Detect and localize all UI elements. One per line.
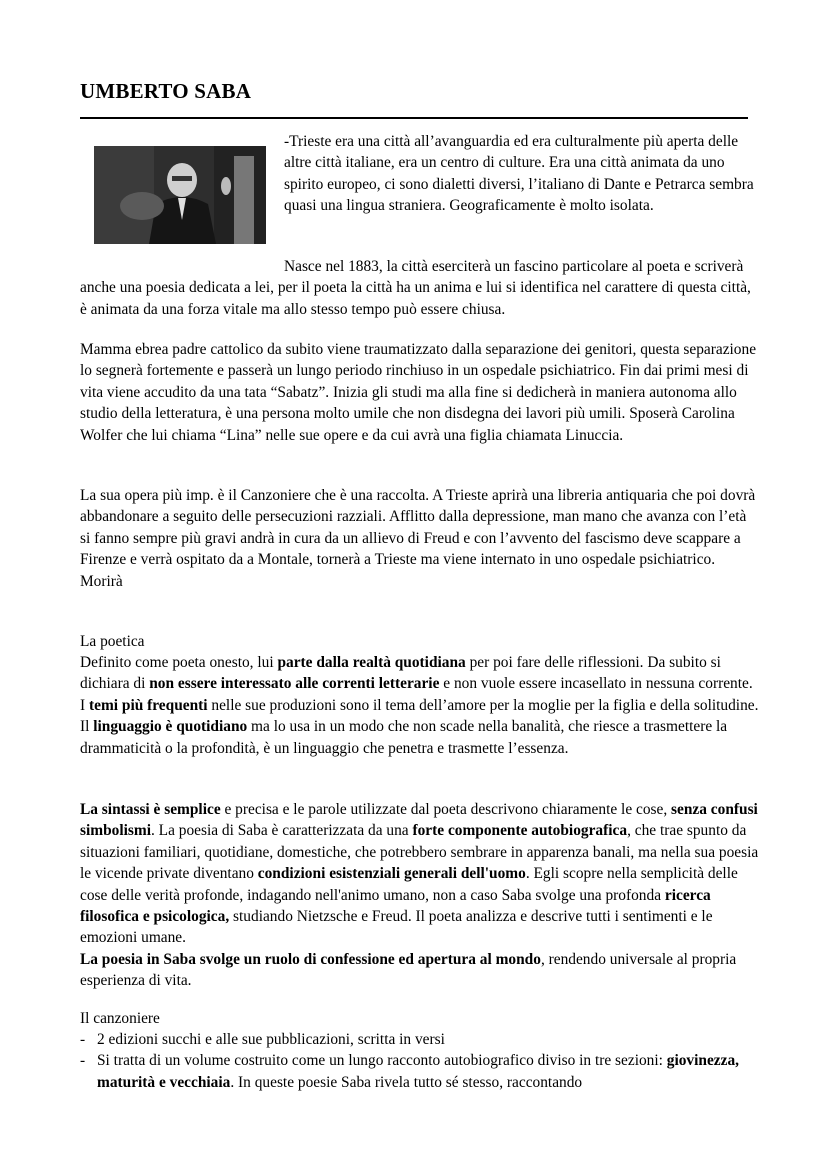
poetica-paragraph xyxy=(80,652,760,759)
text-run: , rendendo universale al propria esperienza di vita. xyxy=(80,950,737,990)
text-run: . In queste poesie Saba rivela tutto sé stesso, raccontando xyxy=(230,1073,583,1091)
birth-paragraph xyxy=(80,256,760,320)
text-run: per poi fare delle riflessioni. Da subito si dichiara di xyxy=(80,654,721,693)
bold-run: parte dalla realtà quotidiana xyxy=(277,654,466,671)
canzoniere-list xyxy=(80,1029,760,1093)
author-photo xyxy=(94,146,266,244)
birth-paragraph-text: Nasce nel 1883, la città eserciterà un fascino particolare al poeta e scriverà anche una poesia dedicata a lei, per il poeta la città ha un anima e lui si identifica nel carattere di questa città, è animata da una forza vitale ma allo stesso tempo può essere chiusa. xyxy=(80,258,751,318)
title-divider xyxy=(80,117,748,119)
bold-run: senza confusi simbolismi xyxy=(80,801,758,840)
text-run: . La poesia di Saba è caratterizzata da una xyxy=(150,822,413,840)
bold-run: ricerca filosofica e psicologica, xyxy=(80,886,711,926)
text-run: Si tratta di un volume costruito come un lungo racconto autobiografico diviso in tre sezioni: xyxy=(97,1052,667,1070)
list-item-text: 2 edizioni succhi e alle sue pubblicazioni, scritta in versi xyxy=(97,1031,445,1048)
bold-run: non essere interessato alle correnti letterarie xyxy=(149,675,440,693)
text-run: e non vuole essere incasellato in nessuna corrente. I xyxy=(80,675,753,714)
syntax-paragraph xyxy=(80,799,760,992)
author-photo-illustration xyxy=(94,146,266,244)
text-run: . Egli scopre nella semplicità delle cose delle verità profonde, indagando nell'animo umano, non a caso Saba svolge una profonda xyxy=(80,865,738,904)
bold-run: temi più frequenti xyxy=(88,696,208,714)
bold-run: La poesia in Saba svolge un ruolo di confessione ed apertura al mondo xyxy=(80,950,541,968)
works-paragraph: La sua opera più imp. è il Canzoniere che è una raccolta. A Trieste aprirà una libreria antiquaria che poi dovrà abbandonare a seguito delle persecuzioni razziali. Afflitto dalla depressione, man mano che avanza con l’età si fanno sempre più gravi andrà in cura da un allievo di Freud e con l’avvento del fascismo deve scappare a Firenze e verrà ospitato da a Montale, tornerà a Trieste ma viene internato in uno ospedale psichiatrico. Morirà xyxy=(80,487,756,590)
bold-run: giovinezza, maturità e vecchiaia xyxy=(97,1052,739,1091)
bullet-dash: - xyxy=(80,1052,86,1070)
page-title: UMBERTO SABA xyxy=(80,79,252,103)
list-item xyxy=(80,1029,760,1050)
bold-run: linguaggio è quotidiano xyxy=(93,718,248,736)
bold-run: La sintassi è semplice xyxy=(80,801,221,818)
bold-run: condizioni esistenziali generali dell'uomo xyxy=(257,865,526,883)
canzoniere-heading: Il canzoniere xyxy=(80,1010,160,1027)
poetica-heading: La poetica xyxy=(80,633,145,650)
text-run: , che trae spunto da situazioni familiari, quotidiane, domestiche, che potrebbero sembrare in apparenza banali, ma nella sua poesia le vicende private diventano xyxy=(80,822,759,883)
text-run: ma lo usa in un modo che non scade nella banalità, che riesce a trasmettere la drammaticità o la profondità, è un linguaggio che penetra e trasmette l’essenza. xyxy=(80,718,728,757)
bold-run: forte componente autobiografica xyxy=(412,822,628,840)
intro-paragraph: -Trieste era una città all’avanguardia ed era culturalmente più aperta delle altre città italiane, era un centro di culture. Era una città animata da uno spirito europeo, ci sono dialetti diversi, l’italiano di Dante e Petrarca sembra quasi una lingua straniera. Geograficamente è molto isolata. xyxy=(284,133,754,215)
list-item xyxy=(80,1050,760,1093)
text-run: Definito come poeta onesto, lui xyxy=(80,654,278,671)
text-run: nelle sue produzioni sono il tema dell’amore per la moglie per la figlia e della solitudine. Il xyxy=(80,696,759,736)
bullet-dash: - xyxy=(80,1031,86,1048)
text-run: studiando Nietzsche e Freud. Il poeta analizza e descrive tutti i sentimenti e le emozioni umane. xyxy=(80,908,713,947)
family-paragraph: Mamma ebrea padre cattolico da subito viene traumatizzato dalla separazione dei genitori, questa separazione lo segnerà fortemente e passerà un lungo periodo rinchiuso in un ospedale psichiatrico. Fin dai primi mesi di vita viene accudito da una tata “Sabatz”. Inizia gli studi ma alla fine si dedicherà in maniera autonoma allo studio della letteratura, è una persona molto umile che non disdegna dei lavori più umili. Sposerà Carolina Wolfer che lui chiama “Lina” nelle sue opere e da cui avrà una figlia chiamata Linuccia. xyxy=(80,341,757,444)
text-run: e precisa e le parole utilizzate dal poeta descrivono chiaramente le cose, xyxy=(220,801,672,818)
